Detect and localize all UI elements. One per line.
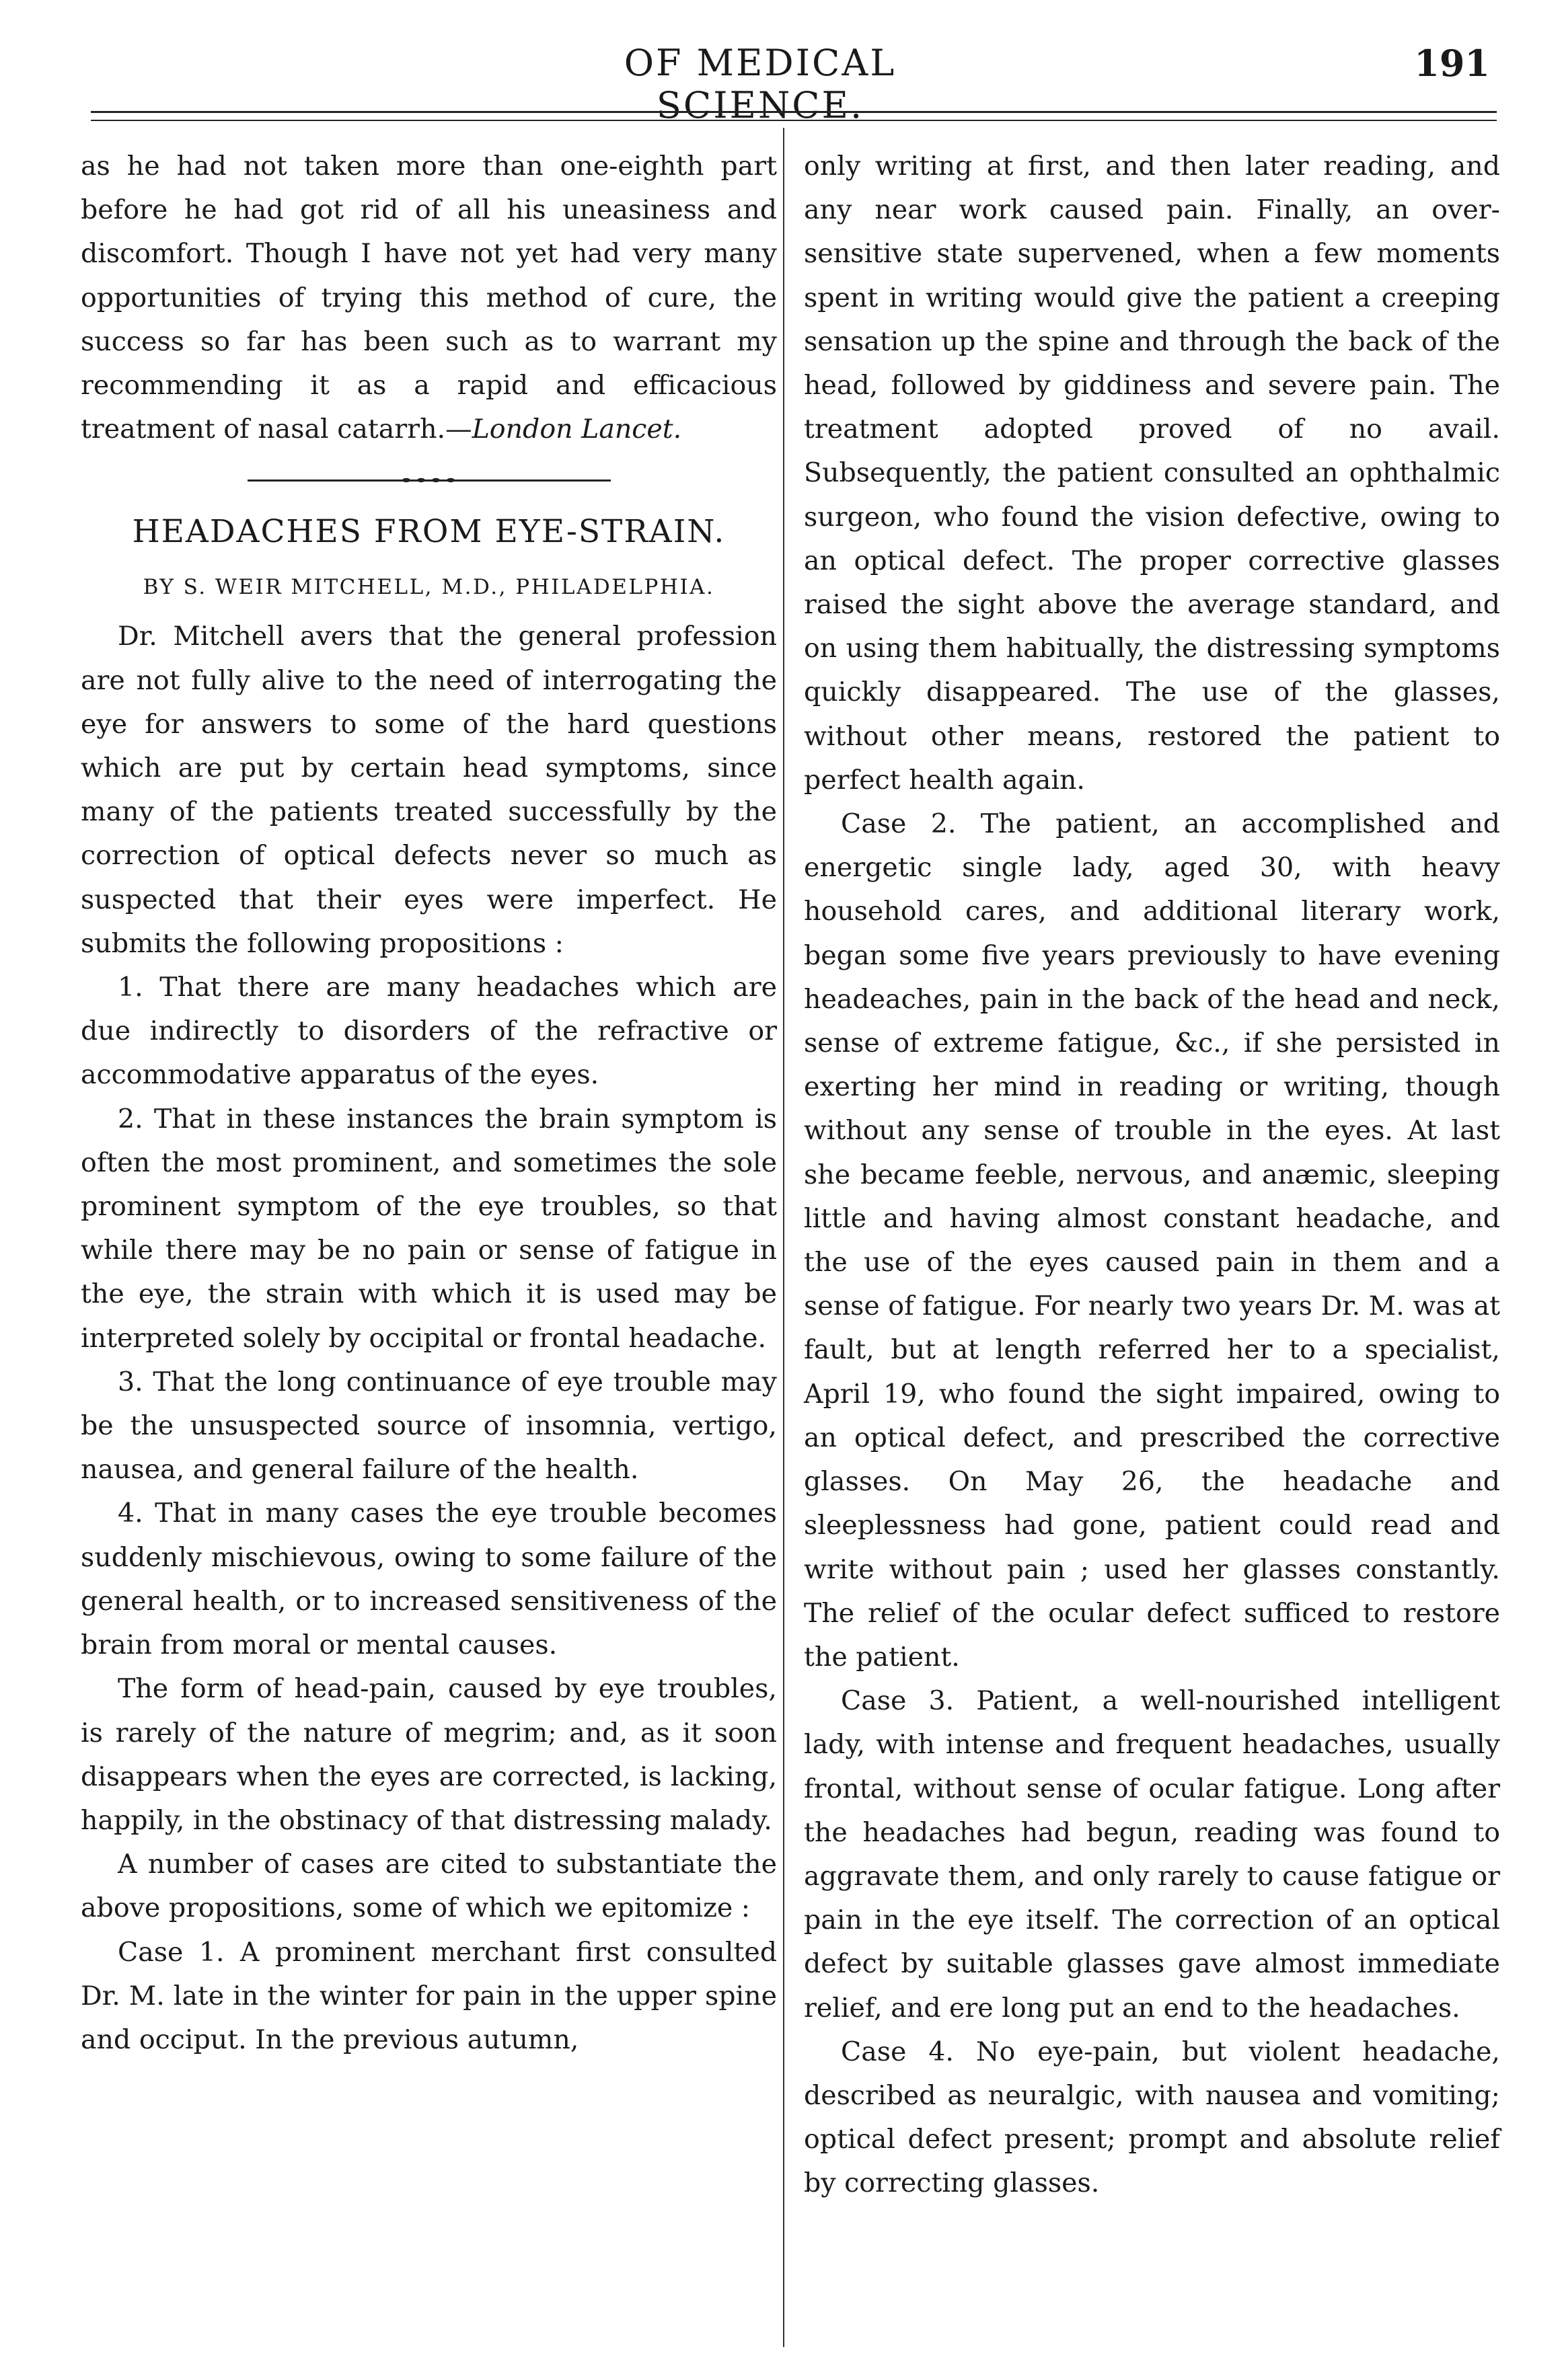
proposition-1: 1. That there are many headaches which are due indirectly to disorders of the refractive or accommodative apparatus of the eyes.	[81, 972, 777, 1091]
running-title: OF MEDICAL SCIENCE.	[624, 42, 897, 126]
proposition-4: 4. That in many cases the eye trouble becomes suddenly mischievous, owing to some failure of the general health, or to increased sensitiveness of the brain from moral or mental causes.	[81, 1498, 777, 1661]
column-divider	[783, 128, 784, 2347]
article-title: HEADACHES FROM EYE-STRAIN.	[132, 513, 726, 551]
section-break-ornament	[248, 479, 611, 482]
intro-paragraph	[81, 145, 777, 451]
running-head	[0, 42, 1564, 126]
byline	[81, 564, 777, 611]
case-3: Case 3. Patient, a well-nourished intelligent lady, with intense and frequent headaches, usually frontal, without sense of ocular fatigue. Long after the headaches had begun, reading was found to aggravate them, and only rarely to cause fatigue or pain in the eye itself. The correction of an optical defect by suitable glasses gave almost immediate relief, and ere long put an end to the headaches.	[804, 1685, 1500, 2024]
proposition-3: 3. That the long continuance of eye trouble may be the unsuspected source of insomnia, vertigo, nausea, and general failure of the health.	[81, 1366, 777, 1486]
page-number: 191	[1414, 42, 1490, 85]
right-column	[804, 145, 1500, 2206]
left-column	[81, 145, 777, 2062]
header-rule-bottom	[91, 120, 1497, 121]
case-4: Case 4. No eye-pain, but violent headache, described as neuralgic, with nausea and vomiting; optical defect present; prompt and absolute relief by correcting glasses.	[804, 2036, 1500, 2199]
header-rule-top	[91, 111, 1497, 113]
intro-text: as he had not taken more than one-eighth part before he had got rid of all his uneasiness and discomfort. Though I have not yet had very many opportunities of trying this method of cure, the success so far has been such as to warrant my recommending it as a rapid and efficacious treatment of nasal catarrh.—	[81, 151, 777, 445]
byline-text: BY S. WEIR MITCHELL, M.D., PHILADELPHIA.	[143, 575, 715, 600]
proposition-2: 2. That in these instances the brain symptom is often the most prominent, and sometimes the sole prominent symptom of the eye troubles, so that while there may be no pain or sense of fatigue in the eye, the strain with which it is used may be interpreted solely by occipital or frontal headache.	[81, 1103, 777, 1354]
case-1-continued: only writing at first, and then later reading, and any near work caused pain. Finally, an over-sensitive state supervened, when a few moments spent in writing would give the patient a creeping sensation up the spine and through the back of the head, followed by giddiness and severe pain. The treatment adopted proved of no avail. Subsequently, the patient consulted an ophthalmic surgeon, who found the vision defective, owing to an optical defect. The proper corrective glasses raised the sight above the average standard, and on using them habitually, the distressing symptoms quickly disappeared. The use of the glasses, without other means, restored the patient to perfect health again.	[804, 151, 1500, 796]
case-2: Case 2. The patient, an accomplished and energetic single lady, aged 30, with heavy household cares, and additional literary work, began some five years previously to have evening headeaches, pain in the back of the head and neck, sense of extreme fatigue, &c., if she persisted in exerting her mind in reading or writing, though without any sense of trouble in the eyes. At last she became feeble, nervous, and anæmic, sleeping little and having almost constant headache, and the use of the eyes caused pain in them and a sense of fatigue. For nearly two years Dr. M. was at fault, but at length referred her to a specialist, April 19, who found the sight impaired, owing to an optical defect, and prescribed the corrective glasses. On May 26, the headache and sleeplessness had gone, patient could read and write without pain ; used her glasses constantly. The relief of the ocular defect sufficed to restore the patient.	[804, 808, 1500, 1673]
paragraph-cases: A number of cases are cited to substantiate the above propositions, some of which we epitomize :	[81, 1849, 777, 1924]
paragraph-head-pain: The form of head-pain, caused by eye troubles, is rarely of the nature of megrim; and, as it soon disappears when the eyes are corrected, is lacking, happily, in the obstinacy of that distressing malady.	[81, 1673, 777, 1836]
paragraph-intro-mitchell: Dr. Mitchell avers that the general profession are not fully alive to the need of interrogating the eye for answers to some of the hard questions which are put by certain head symptoms, since many of the patients treated successfully by the correction of optical defects never so much as suspected that their eyes were imperfect. He submits the following propositions :	[81, 621, 777, 959]
intro-source: London Lancet.	[472, 414, 682, 445]
case-1-start: Case 1. A prominent merchant first consulted Dr. M. late in the winter for pain in the upper spine and occiput. In the previous autumn,	[81, 1936, 777, 2055]
